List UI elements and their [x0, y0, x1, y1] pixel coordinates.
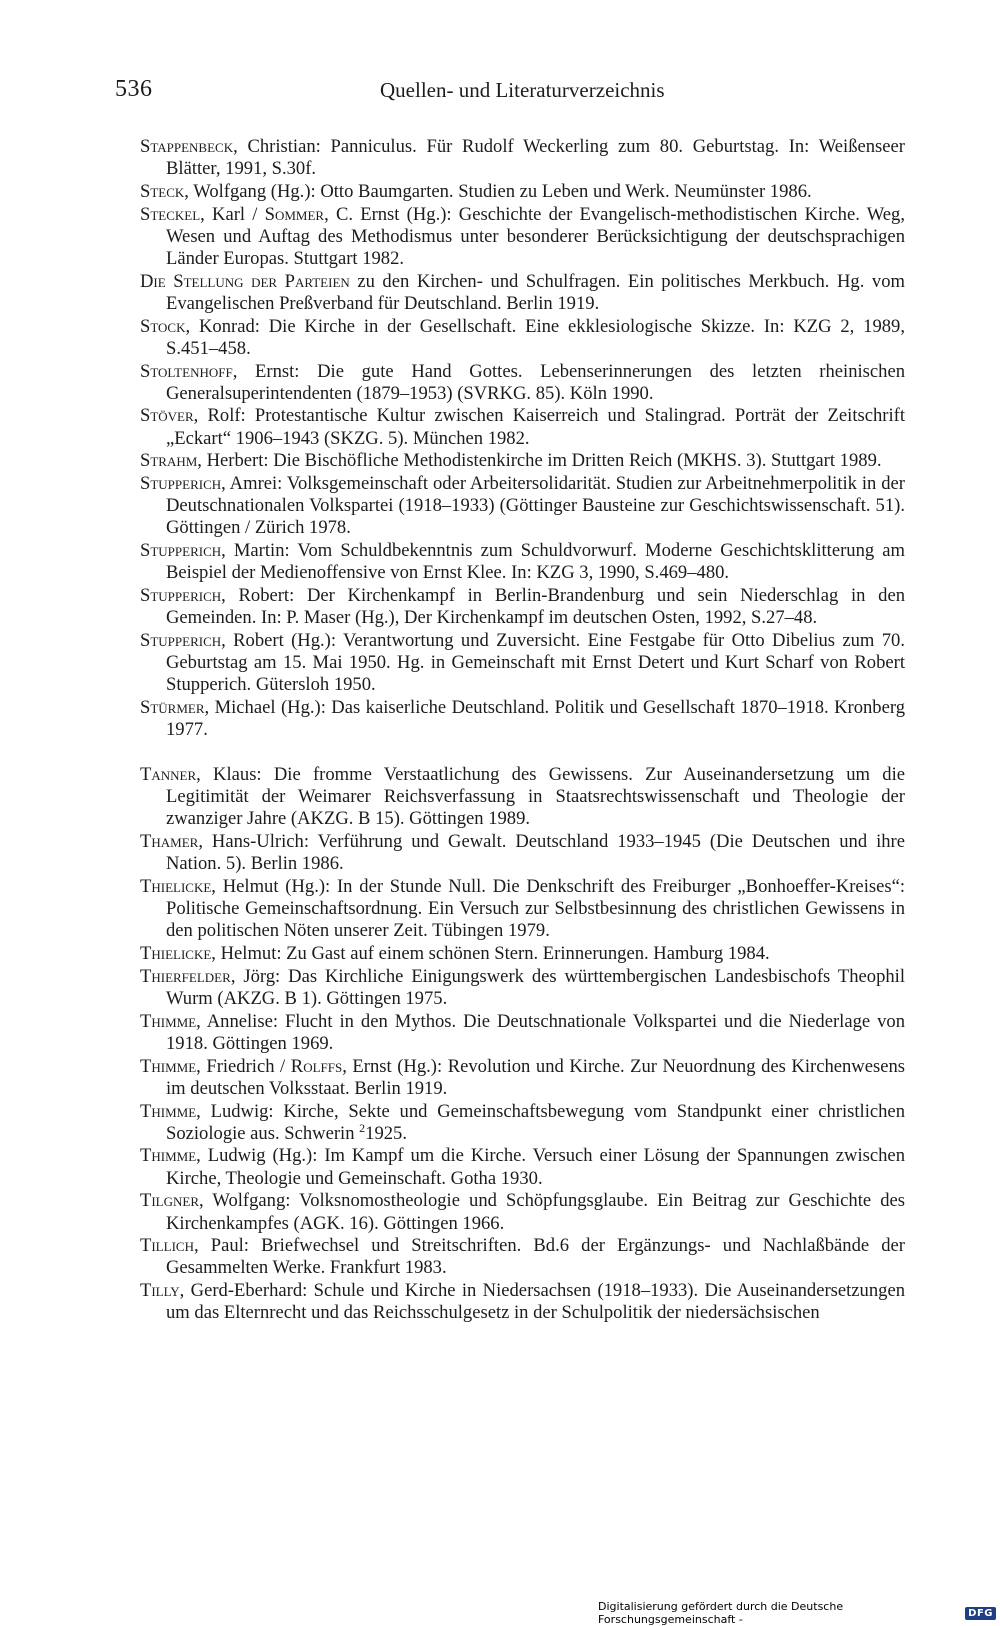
author-name: Steckel: [140, 203, 201, 225]
bibliography-entry: [140, 1101, 905, 1145]
entry-text: , Amrei: Volksgemeinschaft oder Arbeitersolidarität. Studien zur Arbeitnehmerpolitik in der Deutschnationalen Volkspartei (1918–1933) (Göttinger Bausteine zur Geschichtswissenschaft. 51). Göttingen / Zürich 1978.: [166, 473, 905, 539]
author-name: Stoltenhoff: [140, 360, 233, 382]
author-name: Thielicke: [140, 876, 212, 897]
entry-text: , Jörg: Das Kirchliche Einigungswerk des württembergischen Landesbischofs Theophil Wurm (AKZG. B 1). Göttingen 1975.: [166, 965, 905, 1010]
title-name: Die Stellung der Parteien: [140, 270, 350, 292]
bibliography-entry: [140, 764, 905, 831]
author-name: Stürmer: [140, 697, 205, 719]
author-name: Sommer: [264, 203, 325, 225]
bibliography-entry: [140, 181, 905, 203]
entry-text: , Ernst: Die gute Hand Gottes. Lebenserinnerungen des letzten rheinischen Generalsuperintendenten (1879–1953) (SVRKG. 85). Köln 1990.: [166, 360, 905, 404]
entry-text: , Konrad: Die Kirche in der Gesellschaft. Eine ekklesiologische Skizze. In: KZG 2, 1989, S.451–458.: [166, 315, 905, 359]
author-name: Stupperich: [140, 473, 222, 495]
entry-text: , Paul: Briefwechsel und Streitschriften. Bd.6 der Ergänzungs- und Nachlaßbände der Gesammelten Werke. Frankfurt 1983.: [166, 1235, 905, 1279]
footer-text: Digitalisierung gefördert durch die Deutsche Forschungsgemeinschaft -: [598, 1600, 844, 1626]
bibliography-entry: [140, 316, 905, 360]
entry-text: 1925.: [365, 1122, 407, 1144]
entry-text: , Ludwig (Hg.): Im Kampf um die Kirche. Versuch einer Lösung der Spannungen zwischen Kirche, Theologie und Gemeinschaft. Gotha 1930.: [166, 1145, 905, 1189]
bibliography-entry: [140, 1280, 905, 1324]
entry-text: , Robert (Hg.): Verantwortung und Zuversicht. Eine Festgabe für Otto Dibelius zum 70. Geburtstag am 15. Mai 1950. Hg. in Gemeinschaft mit Ernst Detert und Kurt Scharf von Robert Stupperich. Gütersloh 1950.: [166, 629, 905, 696]
author-name: Thamer: [140, 831, 199, 853]
author-name: Steck: [140, 180, 185, 202]
bibliography-entry: [140, 831, 905, 875]
bibliography-entry: [140, 271, 905, 315]
author-name: Stappenbeck: [140, 136, 234, 157]
author-name: Stupperich: [140, 540, 222, 562]
entry-text: zu den Kirchen- und Schulfragen. Ein politisches Merkbuch. Hg. vom Evangelischen Preßverband für Deutschland. Berlin 1919.: [166, 270, 905, 314]
author-name: Thielicke: [140, 943, 212, 965]
entry-text: , Wolfgang (Hg.): Otto Baumgarten. Studien zu Leben und Werk. Neumünster 1986.: [184, 180, 812, 202]
section-gap: [140, 742, 905, 764]
entry-text: , Rolf: Protestantische Kultur zwischen Kaiserreich und Stalingrad. Porträt der Zeitschrift „Eckart“ 1906–1943 (SKZG. 5). München 1982.: [166, 405, 905, 449]
bibliography-entry: [140, 540, 905, 584]
entry-text: , Friedrich /: [196, 1055, 291, 1077]
author-name: Rolffs: [290, 1055, 343, 1077]
author-name: Thimme: [140, 1010, 197, 1032]
dfg-logo-icon: DFG: [965, 1607, 996, 1620]
bibliography-entry: [140, 405, 905, 449]
author-name: Thimme: [140, 1145, 197, 1167]
bibliography-entry: [140, 697, 905, 741]
bibliography-entry: [140, 204, 905, 271]
bibliography-entry: [140, 966, 905, 1010]
entry-text: , Martin: Vom Schuldbekenntnis zum Schuldvorwurf. Moderne Geschichtsklitterung am Beispiel der Medienoffensive von Ernst Klee. In: KZG 3, 1990, S.469–480.: [166, 540, 905, 584]
bibliography-entry: [140, 450, 905, 472]
author-name: Stock: [140, 315, 186, 337]
entry-text: , Michael (Hg.): Das kaiserliche Deutschland. Politik und Gesellschaft 1870–1918. Kronberg 1977.: [166, 697, 905, 741]
author-name: Tilly: [140, 1280, 180, 1302]
author-name: Tilgner: [140, 1190, 200, 1212]
author-name: Tillich: [140, 1235, 194, 1257]
author-name: Thimme: [140, 1100, 197, 1122]
running-head: Quellen- und Literaturverzeichnis: [380, 78, 665, 102]
bibliography-entry: [140, 1011, 905, 1055]
page-header: [115, 76, 905, 116]
entry-text: , Herbert: Die Bischöfliche Methodistenkirche im Dritten Reich (MKHS. 3). Stuttgart 1989.: [197, 450, 882, 472]
entry-text: , Karl /: [200, 203, 265, 225]
bibliography-entry: [140, 473, 905, 540]
entry-text: , Ernst (Hg.): Revolution und Kirche. Zur Neuordnung des Kirchenwesens im deutschen Volksstaat. Berlin 1919.: [166, 1055, 905, 1099]
bibliography-entry: [140, 136, 905, 180]
bibliography-entry: [140, 1056, 905, 1100]
entry-text: , Robert: Der Kirchenkampf in Berlin-Brandenburg und sein Niederschlag in den Gemeinden. In: P. Maser (Hg.), Der Kirchenkampf im deutschen Osten, 1992, S.27–48.: [166, 585, 905, 629]
author-name: Stupperich: [140, 629, 222, 651]
bibliography-entry: [140, 876, 905, 943]
entry-text: , Hans-Ulrich: Verführung und Gewalt. Deutschland 1933–1945 (Die Deutschen und ihre Nation. 5). Berlin 1986.: [166, 831, 905, 875]
bibliography-entry: [140, 1235, 905, 1279]
author-name: Thierfelder: [140, 965, 231, 987]
entry-text: , Helmut (Hg.): In der Stunde Null. Die Denkschrift des Freiburger „Bonhoeffer-Kreises“: Politische Gemeinschaftsordnung. Ein Versuch zur Selbstbesinnung des christlichen Gewissens in den politischen Nöten unserer Zeit. Tübingen 1979.: [166, 876, 905, 942]
entry-text: , Gerd-Eberhard: Schule und Kirche in Niedersachsen (1918–1933). Die Auseinandersetzungen um das Elternrecht und das Reichsschulgesetz in der Schulpolitik der niedersächsischen: [166, 1280, 905, 1324]
digitization-footer: [598, 1600, 1000, 1626]
entry-text: , Christian: Panniculus. Für Rudolf Weckerling zum 80. Geburtstag. In: Weißenseer Blätter, 1991, S.30f.: [166, 136, 905, 180]
author-name: Tanner: [140, 763, 197, 785]
bibliography-entry: [140, 1145, 905, 1189]
bibliography-entry: [140, 943, 905, 965]
bibliography-entry: [140, 361, 905, 405]
entry-text: , C. Ernst (Hg.): Geschichte der Evangelisch-methodistischen Kirche. Weg, Wesen und Auftag des Methodismus unter besonderer Berücksichtigung der deutschsprachigen Länder Europas. Stuttgart 1982.: [166, 203, 905, 270]
bibliography-entry: [140, 1190, 905, 1234]
bibliography-entry: [140, 585, 905, 629]
entry-text: , Klaus: Die fromme Verstaatlichung des Gewissens. Zur Auseinandersetzung um die Legitimität der Weimarer Reichsverfassung in Staatsrechtswissenschaft und Theologie der zwanziger Jahre (AKZG. B 15). Göttingen 1989.: [166, 763, 905, 830]
bibliography-list: [140, 136, 905, 1325]
bibliography-entry: [140, 630, 905, 697]
entry-text: , Helmut: Zu Gast auf einem schönen Stern. Erinnerungen. Hamburg 1984.: [211, 943, 770, 965]
entry-text: , Wolfgang: Volksnomostheologie und Schöpfungsglaube. Ein Beitrag zur Geschichte des Kirchenkampfes (AGK. 16). Göttingen 1966.: [166, 1190, 905, 1234]
entry-text: , Ludwig: Kirche, Sekte und Gemeinschaftsbewegung vom Standpunkt einer christlichen Soziologie aus. Schwerin: [166, 1100, 905, 1144]
author-name: Stöver: [140, 405, 194, 427]
entry-text: , Annelise: Flucht in den Mythos. Die Deutschnationale Volkspartei und die Niederlage von 1918. Göttingen 1969.: [166, 1010, 905, 1054]
author-name: Thimme: [140, 1055, 197, 1077]
author-name: Strahm: [140, 450, 198, 472]
edition-superscript: 2: [359, 1120, 366, 1135]
page-number: 536: [115, 76, 153, 102]
author-name: Stupperich: [140, 585, 222, 607]
